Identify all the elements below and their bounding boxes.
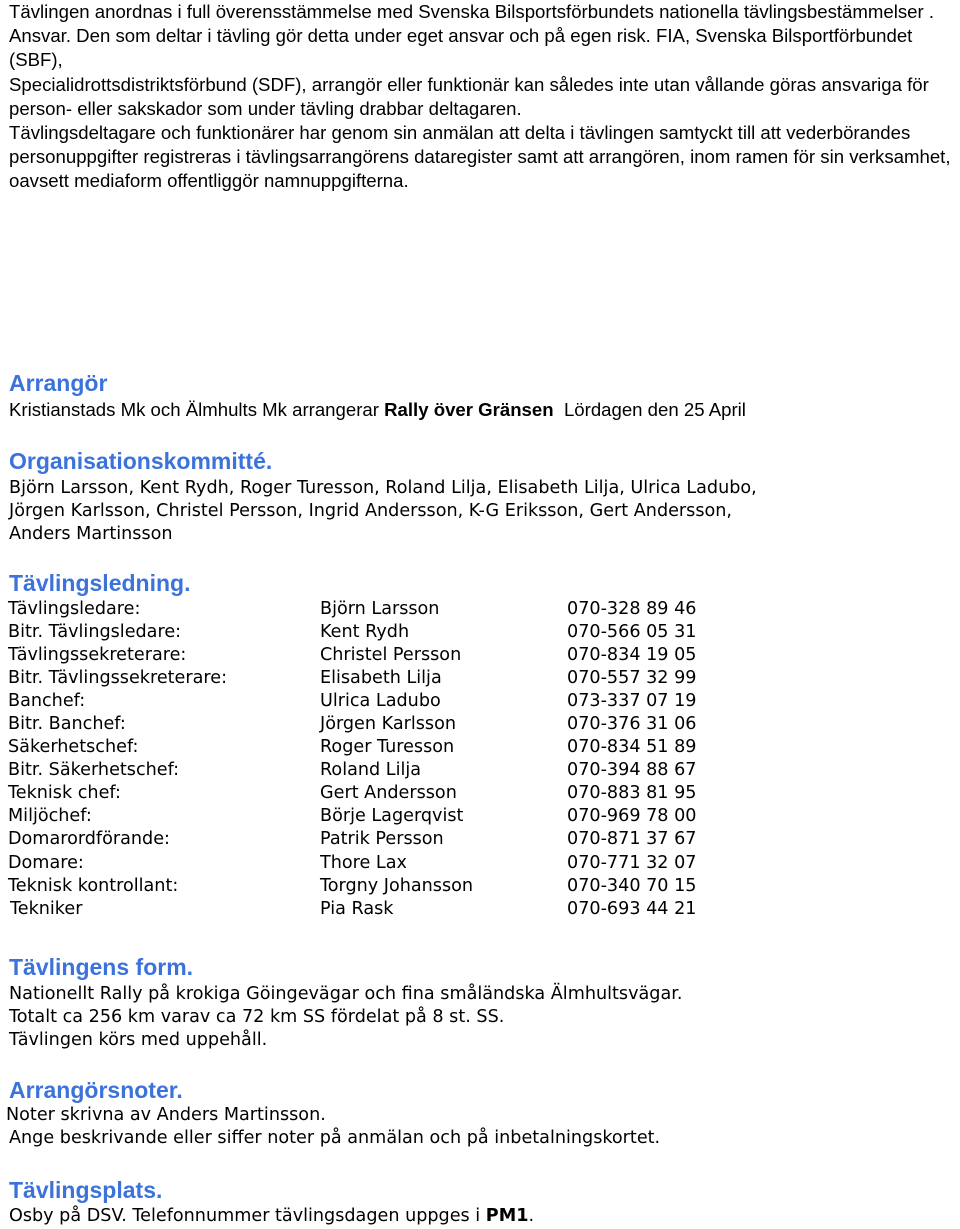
- staff-name: Patrik Persson: [320, 829, 444, 850]
- staff-role: Tävlingsledare:: [8, 599, 141, 619]
- plats-line: [9, 1205, 949, 1228]
- staff-role: Tekniker: [10, 898, 83, 919]
- plats-description: [9, 1205, 949, 1228]
- staff-row: [8, 598, 728, 621]
- staff-name: Börje Lagerqvist: [320, 806, 464, 827]
- staff-name: Björn Larsson: [320, 599, 440, 619]
- staff-role: Banchef:: [8, 691, 86, 712]
- staff-phone: 073-337 07 19: [567, 691, 697, 712]
- pm-reference: PM1: [485, 1206, 529, 1226]
- staff-phone: 070-376 31 06: [567, 714, 697, 735]
- organisation-line: Jörgen Karlsson, Christel Persson, Ingrid Andersson, K-G Eriksson, Gert Andersson,: [9, 501, 733, 522]
- staff-name: Ulrica Ladubo: [320, 691, 441, 712]
- arrangor-text-after: Lördagen den 25 April: [553, 399, 746, 420]
- staff-role: Domare:: [8, 852, 84, 873]
- staff-role: Bitr. Tävlingsledare:: [8, 622, 182, 643]
- staff-phone: 070-771 32 07: [567, 852, 697, 873]
- staff-role: Domarordförande:: [8, 829, 170, 850]
- staff-row: [8, 898, 728, 921]
- staff-name: Torgny Johansson: [320, 875, 474, 896]
- staff-phone: 070-328 89 46: [567, 599, 697, 619]
- plats-heading: Tävlingsplats.: [9, 1177, 163, 1203]
- staff-row: [8, 805, 728, 828]
- staff-phone: 070-557 32 99: [567, 668, 697, 689]
- notes-heading: Arrangörsnoter.: [9, 1077, 183, 1103]
- staff-phone: 070-969 78 00: [567, 806, 697, 827]
- staff-row: [8, 782, 728, 805]
- staff-phone: 070-883 81 95: [567, 783, 697, 804]
- staff-name: Elisabeth Lilja: [320, 668, 442, 689]
- staff-row: [8, 852, 728, 875]
- plats-text-before: Osby på DSV. Telefonnummer tävlingsdagen uppges i: [9, 1206, 486, 1226]
- notes-description: [6, 1104, 949, 1150]
- form-line: Tävlingen körs med uppehåll.: [9, 1030, 268, 1051]
- organisation-members: [9, 477, 949, 547]
- staff-role: Miljöchef:: [8, 806, 92, 827]
- staff-name: Jörgen Karlsson: [320, 714, 456, 735]
- staff-role: Teknisk chef:: [8, 783, 121, 804]
- organisation-line: Björn Larsson, Kent Rydh, Roger Turesson, Roland Lilja, Elisabeth Lilja, Ulrica Ladubo,: [9, 478, 757, 498]
- staff-name: Roger Turesson: [320, 737, 455, 758]
- staff-role: Tävlingssekreterare:: [8, 645, 187, 666]
- notes-line: Noter skrivna av Anders Martinsson.: [6, 1105, 326, 1125]
- staff-row: [8, 875, 728, 898]
- staff-phone: 070-834 51 89: [567, 737, 697, 758]
- staff-name: Christel Persson: [320, 645, 462, 666]
- staff-row: [8, 759, 728, 782]
- event-name: Rally över Gränsen: [384, 399, 554, 420]
- staff-phone: 070-340 70 15: [567, 875, 697, 896]
- staff-row: [8, 713, 728, 736]
- intro-text: [9, 0, 959, 194]
- staff-phone: 070-394 88 67: [567, 760, 697, 781]
- staff-phone: 070-566 05 31: [567, 622, 697, 643]
- arrangor-text-before: Kristianstads Mk och Älmhults Mk arrangerar: [9, 399, 385, 420]
- ledning-heading: Tävlingsledning.: [9, 570, 191, 596]
- form-line: Nationellt Rally på krokiga Göingevägar och fina småländska Älmhultsvägar.: [9, 984, 683, 1004]
- personuppgifter-paragraph: Tävlingsdeltagare och funktionärer har genom sin anmälan att delta i tävlingen samtyckt till att vederbörandes personuppgifter registreras i tävlingsarrangörens dataregister samt att arrangören, inom ramen för sin verksamhet, oavsett mediaform offentliggör namnuppgifterna.: [9, 122, 951, 192]
- staff-name: Thore Lax: [320, 852, 407, 873]
- intro-paragraph: Tävlingen anordnas i full överensstämmelse med Svenska Bilsportsförbundets nationella tävlingsbestämmelser .: [9, 1, 934, 22]
- form-heading: Tävlingens form.: [9, 954, 194, 980]
- staff-name: Kent Rydh: [320, 622, 410, 643]
- staff-role: Bitr. Tävlingssekreterare:: [8, 668, 227, 689]
- staff-row: [8, 828, 728, 851]
- form-line: Totalt ca 256 km varav ca 72 km SS fördelat på 8 st. SS.: [9, 1007, 505, 1028]
- ansvar-paragraph: Ansvar. Den som deltar i tävling gör detta under eget ansvar och på egen risk. FIA, Svenska Bilsportförbundet (SBF),: [9, 25, 913, 71]
- staff-role: Bitr. Säkerhetschef:: [8, 760, 180, 781]
- staff-row: [8, 690, 728, 713]
- staff-role: Teknisk kontrollant:: [8, 875, 179, 896]
- arrangor-heading: Arrangör: [9, 370, 108, 396]
- staff-name: Pia Rask: [320, 898, 394, 919]
- staff-phone: 070-834 19 05: [567, 645, 697, 666]
- staff-phone: 070-871 37 67: [567, 829, 697, 850]
- plats-text-after: .: [528, 1206, 535, 1226]
- staff-row: [8, 644, 728, 667]
- organisation-heading: Organisationskommitté.: [9, 448, 273, 474]
- staff-table: [8, 598, 728, 921]
- staff-name: Gert Andersson: [320, 783, 457, 804]
- staff-role: Säkerhetschef:: [8, 737, 139, 758]
- organisation-line: Anders Martinsson: [9, 524, 173, 545]
- ansvar-paragraph-continued: Specialidrottsdistriktsförbund (SDF), arrangör eller funktionär kan således inte utan vållande göras ansvariga för person- eller sakskador som under tävling drabbar deltagaren.: [9, 73, 929, 119]
- staff-name: Roland Lilja: [320, 760, 422, 781]
- notes-line: Ange beskrivande eller siffer noter på anmälan och på inbetalningskortet.: [9, 1128, 661, 1149]
- staff-phone: 070-693 44 21: [567, 898, 697, 919]
- arrangor-text: [9, 398, 746, 422]
- staff-row: [8, 621, 728, 644]
- staff-role: Bitr. Banchef:: [8, 714, 126, 735]
- form-description: [9, 983, 949, 1053]
- staff-row: [8, 667, 728, 690]
- staff-row: [8, 736, 728, 759]
